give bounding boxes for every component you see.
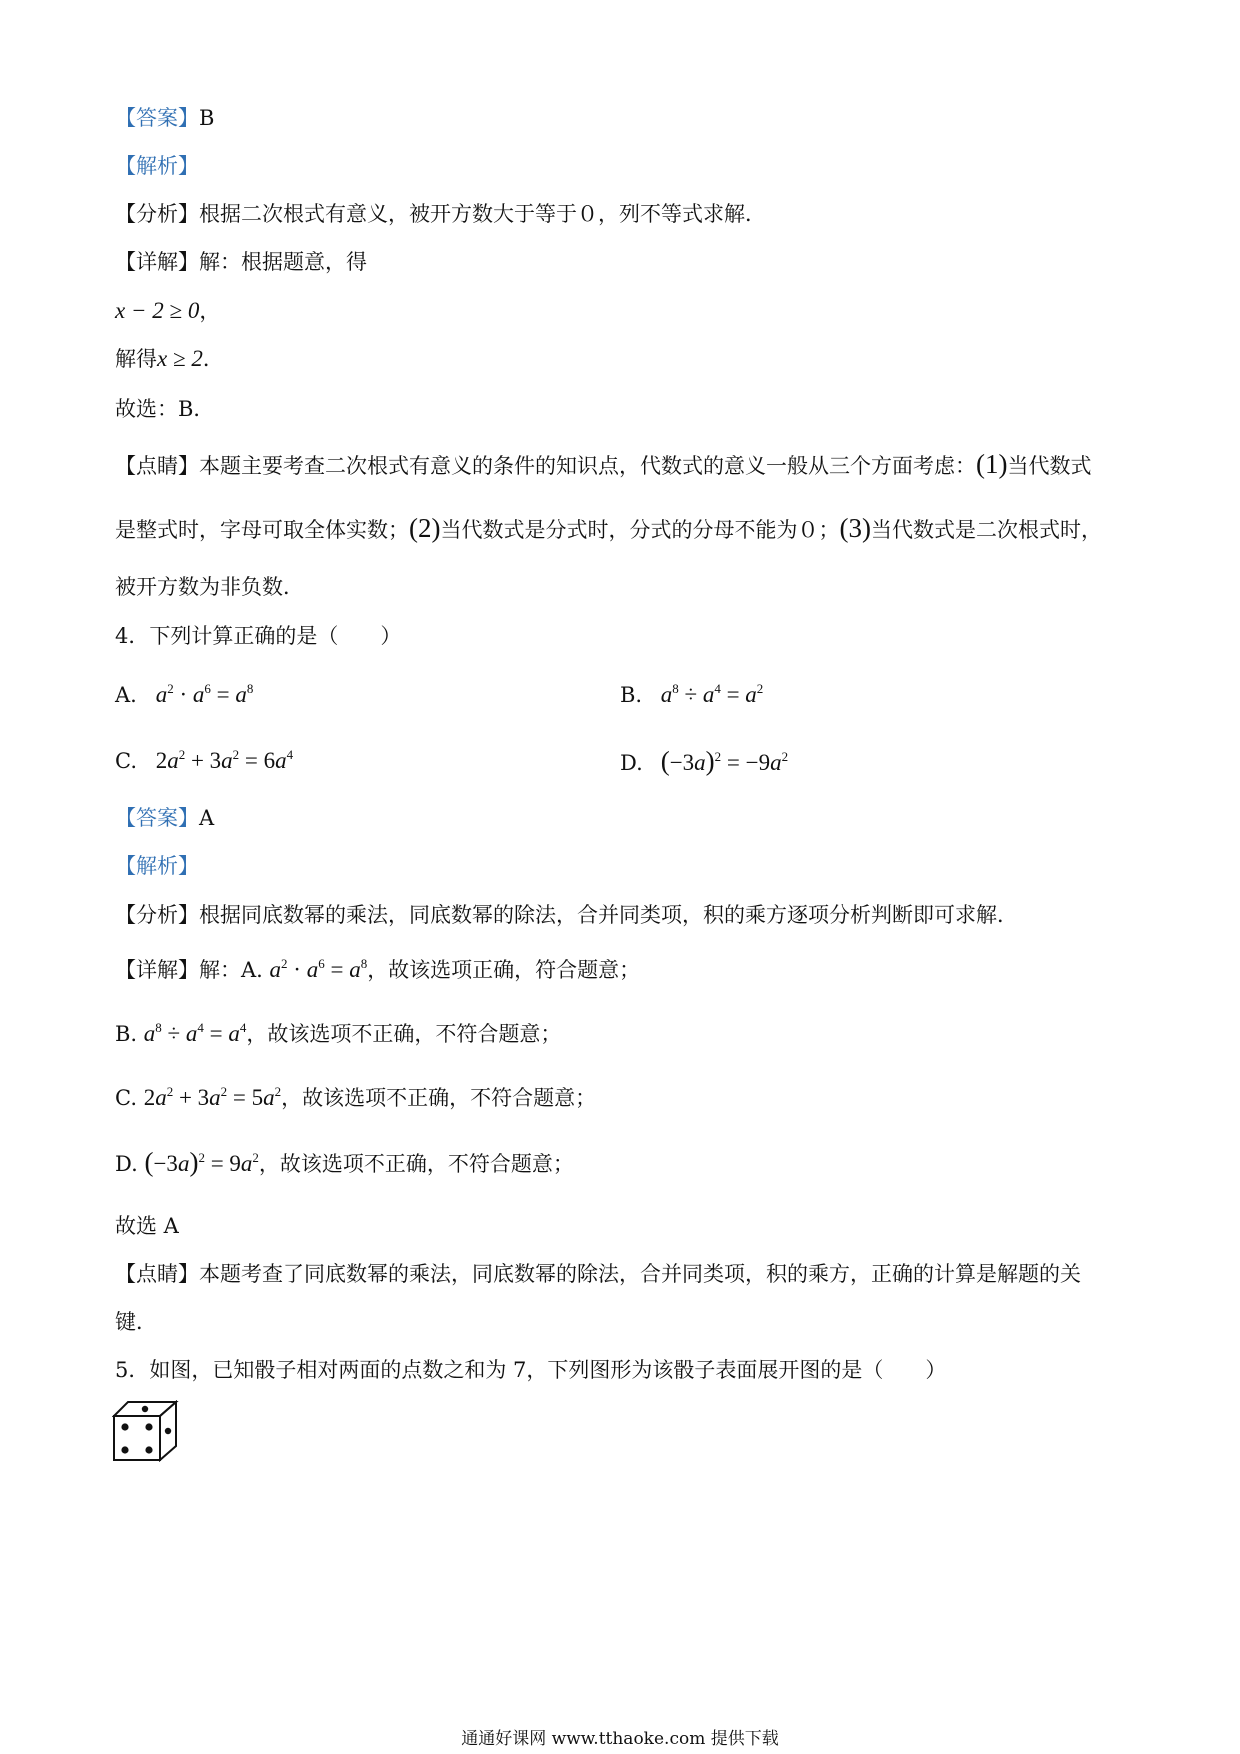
dianjing-text-1: 本题主要考查二次根式有意义的条件的知识点，代数式的意义一般从三个方面考虑： — [199, 454, 976, 478]
answer-tag: 【答案】 — [115, 106, 199, 130]
fenxi-tag: 【分析】 — [115, 202, 199, 226]
q4-choice: 故选 A — [115, 1214, 179, 1238]
step1-expr: x − 2 ≥ 0 — [115, 298, 200, 323]
option-expr: $2a^2 + 3a^2 = 6a^4$ — [155, 747, 294, 773]
q4-step-d — [115, 1147, 574, 1179]
step-b-expr: $a^8 \div a^4 = a^4$ — [143, 1020, 247, 1046]
q4-step-c — [115, 1083, 596, 1113]
num-1: (1) — [976, 449, 1008, 479]
q3-xiangjie-line — [115, 247, 367, 277]
step1-punct: ， — [199, 299, 221, 323]
q4-question: 4．下列计算正确的是（ ） — [115, 624, 402, 648]
q3-step2 — [115, 344, 224, 374]
dice-dot — [165, 1428, 171, 1434]
q3-choice: 故选：B． — [115, 397, 215, 421]
q3-dianjing-line2 — [115, 513, 1102, 545]
q3-analysis-tag: 【解析】 — [115, 154, 199, 178]
q4-analysis-tag: 【解析】 — [115, 854, 199, 878]
dice-figure — [112, 1400, 182, 1462]
answer-tag: 【答案】 — [115, 806, 199, 830]
option-label: B. — [620, 683, 643, 707]
option-expr: $a^2 \cdot a^6 = a^8$ — [155, 681, 254, 707]
fenxi-tag: 【分析】 — [115, 903, 199, 927]
q4-step-b — [115, 1019, 561, 1049]
q4-fenxi-line — [115, 900, 1018, 930]
dice-dot — [121, 1446, 128, 1453]
q4-answer-line — [115, 803, 214, 833]
step-a-expr: $a^2 \cdot a^6 = a^8$ — [269, 956, 368, 982]
q3-dianjing-line1 — [115, 449, 1091, 481]
footer: 通通好课网 www.tthaoke.com 提供下载 — [461, 1729, 779, 1749]
dice-dot — [145, 1446, 152, 1453]
q4-option-d — [620, 746, 788, 778]
option-expr: $(-3a)^2 = -9a^2$ — [660, 746, 789, 776]
q4-dianjing-line2: 键． — [115, 1310, 157, 1334]
q4-option-c — [115, 746, 293, 776]
num-3: (3) — [839, 513, 871, 543]
dianjing-text-2c: 当代数式是二次根式时， — [870, 518, 1102, 542]
num-2: (2) — [409, 513, 441, 543]
step-b-tail: ，故该选项不正确，不符合题意； — [246, 1022, 562, 1046]
fenxi-text: 根据同底数幂的乘法，同底数幂的除法，合并同类项，积的乘方逐项分析判断即可求解． — [199, 903, 1018, 927]
step2-prefix: 解得 — [115, 347, 157, 371]
dianjing-text-2b: 当代数式是分式时，分式的分母不能为０； — [440, 518, 840, 542]
step2-punct: ． — [202, 347, 224, 371]
step-c-tail: ，故该选项不正确，不符合题意； — [281, 1086, 597, 1110]
q3-dianjing-line3: 被开方数为非负数． — [115, 575, 304, 599]
q3-fenxi-line — [115, 199, 766, 229]
dianjing-tag: 【点睛】 — [115, 454, 199, 478]
dice-dot — [142, 1406, 148, 1412]
dice-front-face — [114, 1416, 160, 1460]
step-d-tail: ，故该选项不正确，不符合题意； — [258, 1152, 574, 1176]
q4-step-a — [115, 955, 640, 985]
option-expr: $a^8 \div a^4 = a^2$ — [660, 681, 764, 707]
step-a-tail: ，故该选项正确，符合题意； — [367, 958, 641, 982]
option-label: C. — [115, 749, 137, 773]
dice-dot — [145, 1423, 152, 1430]
option-label: D. — [620, 751, 643, 775]
step-d-label: D. — [115, 1152, 138, 1176]
step2-expr: x ≥ 2 — [157, 346, 203, 371]
q3-step1 — [115, 296, 220, 326]
xiangjie-tag: 【详解】 — [115, 250, 199, 274]
step-c-expr: $2a^2 + 3a^2 = 5a^2$ — [143, 1084, 282, 1110]
dianjing-text-1b: 当代数式 — [1007, 454, 1092, 478]
dianjing-text-2a: 是整式时，字母可取全体实数； — [115, 518, 409, 542]
answer-value: B — [199, 106, 215, 130]
q5-question: 5．如图，已知骰子相对两面的点数之和为 7，下列图形为该骰子表面展开图的是（ ） — [115, 1358, 947, 1382]
xiangjie-text: 解：根据题意，得 — [199, 250, 367, 274]
q4-option-a — [115, 680, 253, 710]
step-c-label: C. — [115, 1086, 137, 1110]
xiangjie-prefix: 解：A. — [199, 958, 263, 982]
dianjing-text-1: 本题考查了同底数幂的乘法，同底数幂的除法，合并同类项，积的乘方，正确的计算是解题的关 — [199, 1262, 1081, 1286]
q4-option-b — [620, 680, 763, 710]
step-d-expr: $(-3a)^2 = 9a^2$ — [144, 1147, 259, 1177]
answer-value: A — [199, 806, 215, 830]
q3-answer-line — [115, 103, 214, 133]
step-b-label: B. — [115, 1022, 138, 1046]
xiangjie-tag: 【详解】 — [115, 958, 199, 982]
fenxi-text: 根据二次根式有意义，被开方数大于等于０，列不等式求解． — [199, 202, 766, 226]
option-label: A. — [115, 683, 137, 707]
q4-dianjing-line1 — [115, 1259, 1081, 1289]
dianjing-tag: 【点睛】 — [115, 1262, 199, 1286]
dice-dot — [121, 1423, 128, 1430]
